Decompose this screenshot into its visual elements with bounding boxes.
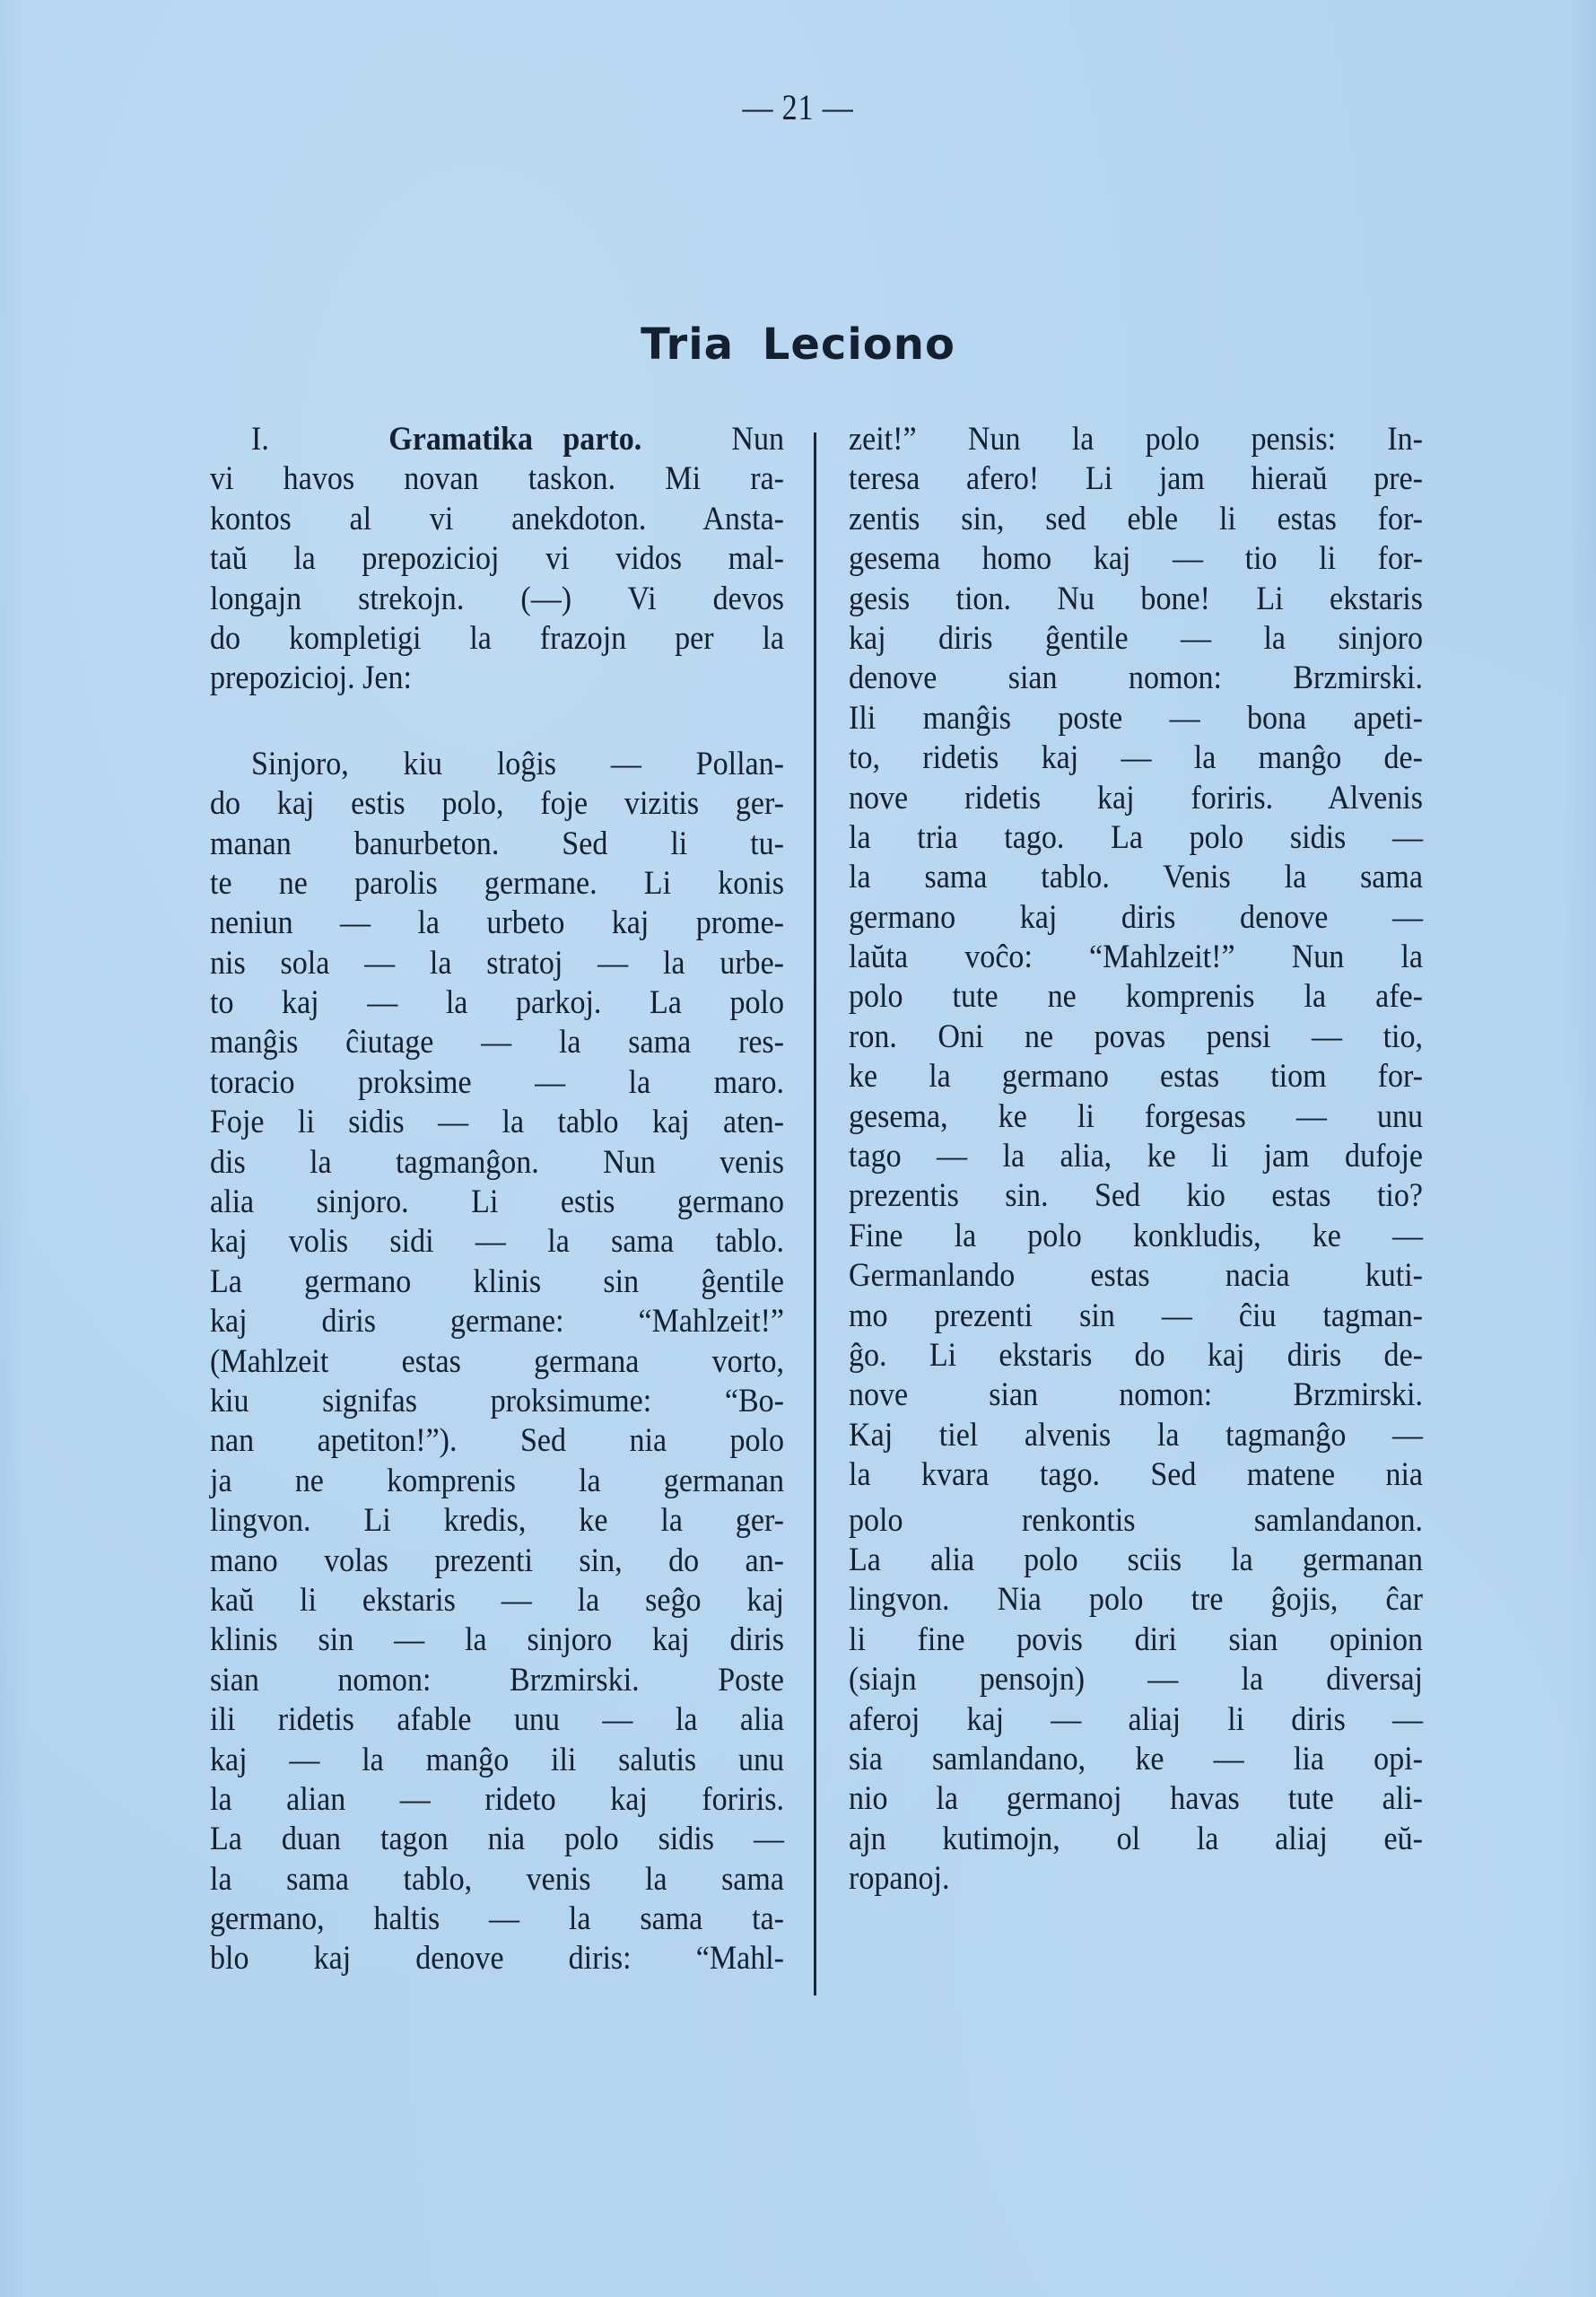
text-line: polo renkontis samlandanon. <box>849 1501 1424 1539</box>
text-line: dis la tagmanĝon. Nun venis <box>210 1143 785 1181</box>
intro-paragraph <box>210 459 784 698</box>
text-line: neniun — la urbeto kaj prome- <box>210 904 785 942</box>
text-line: nis sola — la stratoj — la urbe- <box>210 944 785 982</box>
text-line: manan banurbeton. Sed li tu- <box>210 825 785 862</box>
text-line: ja ne komprenis la germanan <box>210 1462 785 1499</box>
text-line: germano, haltis — la sama ta- <box>210 1900 785 1938</box>
text-line: to kaj — la parkoj. La polo <box>210 984 785 1022</box>
text-line: La germano klinis sin ĝentile <box>210 1262 785 1300</box>
section-heading-rest: Nun <box>731 421 785 458</box>
text-line: kaj volis sidi — la sama tablo. <box>210 1223 785 1261</box>
text-line: zentis sin, sed eble li estas for- <box>849 500 1424 537</box>
text-line: (Mahlzeit estas germana vorto, <box>210 1342 785 1380</box>
text-line: ropanoj. <box>849 1860 950 1898</box>
text-line: La duan tagon nia polo sidis — <box>210 1821 785 1858</box>
story-paragraph-left <box>210 745 784 1979</box>
text-line: Ili manĝis poste — bona apeti- <box>849 699 1424 737</box>
text-line: kaj diris germane: “Mahlzeit!” <box>210 1303 785 1341</box>
text-line: polo tute ne komprenis la afe- <box>849 978 1424 1016</box>
lesson-title: Tria Leciono <box>641 319 955 370</box>
text-line: tago — la alia, ke li jam dufoje <box>849 1138 1424 1175</box>
text-line: longajn strekojn. (—) Vi devos <box>210 580 785 617</box>
text-line: alia sinjoro. Li estis germano <box>210 1183 785 1221</box>
text-line: vi havos novan taskon. Mi ra- <box>210 460 785 498</box>
text-line: Fine la polo konkludis, ke — <box>849 1217 1424 1254</box>
section-number: I. <box>251 421 269 458</box>
text-line: gesis tion. Nu bone! Li ekstaris <box>849 580 1424 617</box>
text-line: taŭ la prepozicioj vi vidos mal- <box>210 540 785 578</box>
section-heading-line <box>210 420 784 459</box>
text-line: kaj diris ĝentile — la sinjoro <box>849 619 1424 657</box>
text-line: La alia polo sciis la germanan <box>849 1541 1424 1578</box>
right-column <box>849 420 1423 1899</box>
paragraph-gap <box>210 699 784 745</box>
text-line: nio la germanoj havas tute ali- <box>849 1780 1424 1818</box>
text-line: denove sian nomon: Brzmirski. <box>849 659 1424 697</box>
text-line: ke la germano estas tiom for- <box>849 1058 1424 1096</box>
section-heading: Gramatika parto. <box>388 421 642 458</box>
text-line: la kvara tago. Sed matene nia <box>849 1456 1424 1494</box>
text-line: ĝo. Li ekstaris do kaj diris de- <box>849 1336 1424 1374</box>
text-line: kaŭ li ekstaris — la seĝo kaj <box>210 1581 785 1619</box>
text-line: kaj — la manĝo ili salutis unu <box>210 1741 785 1778</box>
text-line: klinis sin — la sinjoro kaj diris <box>210 1621 785 1659</box>
text-line: toracio proksime — la maro. <box>210 1063 785 1101</box>
text-line: nove sian nomon: Brzmirski. <box>849 1376 1424 1414</box>
text-line: Sinjoro, kiu loĝis — Pollan- <box>251 745 785 782</box>
text-line: gesema homo kaj — tio li for- <box>849 540 1424 578</box>
story-paragraph-right <box>849 420 1423 1899</box>
text-line: sian nomon: Brzmirski. Poste <box>210 1661 785 1699</box>
text-line: lingvon. Li kredis, ke la ger- <box>210 1502 785 1540</box>
text-line: aferoj kaj — aliaj li diris — <box>849 1700 1424 1738</box>
text-line: lingvon. Nia polo tre ĝojis, ĉar <box>849 1581 1424 1619</box>
text-line: Kaj tiel alvenis la tagmanĝo — <box>849 1416 1424 1454</box>
text-line: laŭta voĉo: “Mahlzeit!” Nun la <box>849 939 1424 976</box>
text-line: gesema, ke li forgesas — unu <box>849 1097 1424 1135</box>
text-line: la sama tablo. Venis la sama <box>849 859 1424 896</box>
text-line: la tria tago. La polo sidis — <box>849 818 1424 856</box>
text-line: li fine povis diri sian opinion <box>849 1620 1424 1658</box>
page-number: — 21 — <box>742 87 854 127</box>
text-line: do kaj estis polo, foje vizitis ger- <box>210 785 785 823</box>
left-column <box>210 420 784 1979</box>
text-line: prezentis sin. Sed kio estas tio? <box>849 1177 1424 1215</box>
column-divider <box>814 432 816 1996</box>
text-line: Germanlando estas nacia kuti- <box>849 1257 1424 1295</box>
text-line: la alian — rideto kaj foriris. <box>210 1780 785 1818</box>
text-line: kiu signifas proksimume: “Bo- <box>210 1382 785 1419</box>
text-line: (siajn pensojn) — la diversaj <box>849 1661 1424 1699</box>
text-line: to, ridetis kaj — la manĝo de- <box>849 739 1424 777</box>
text-line: nove ridetis kaj foriris. Alvenis <box>849 779 1424 817</box>
text-line: zeit!” Nun la polo pensis: In- <box>849 421 1424 458</box>
text-line: do kompletigi la frazojn per la <box>210 619 785 657</box>
text-line: germano kaj diris denove — <box>849 898 1424 936</box>
text-line: ili ridetis afable unu — la alia <box>210 1701 785 1739</box>
text-line: kontos al vi anekdoton. Ansta- <box>210 500 785 537</box>
text-line: ron. Oni ne povas pensi — tio, <box>849 1017 1424 1055</box>
text-line: mo prezenti sin — ĉiu tagman- <box>849 1297 1424 1334</box>
text-line: te ne parolis germane. Li konis <box>210 864 785 902</box>
text-line: teresa afero! Li jam hieraŭ pre- <box>849 460 1424 498</box>
text-line: manĝis ĉiutage — la sama res- <box>210 1024 785 1061</box>
text-line: Foje li sidis — la tablo kaj aten- <box>210 1104 785 1141</box>
text-line: prepozicioj. Jen: <box>210 659 412 697</box>
text-line: la sama tablo, venis la sama <box>210 1860 785 1898</box>
text-line: blo kaj denove diris: “Mahl- <box>210 1940 785 1978</box>
text-line: sia samlandano, ke — lia opi- <box>849 1740 1424 1777</box>
text-line: mano volas prezenti sin, do an- <box>210 1542 785 1579</box>
text-line: nan apetiton!”). Sed nia polo <box>210 1422 785 1460</box>
text-line: ajn kutimojn, ol la aliaj eŭ- <box>849 1820 1424 1857</box>
